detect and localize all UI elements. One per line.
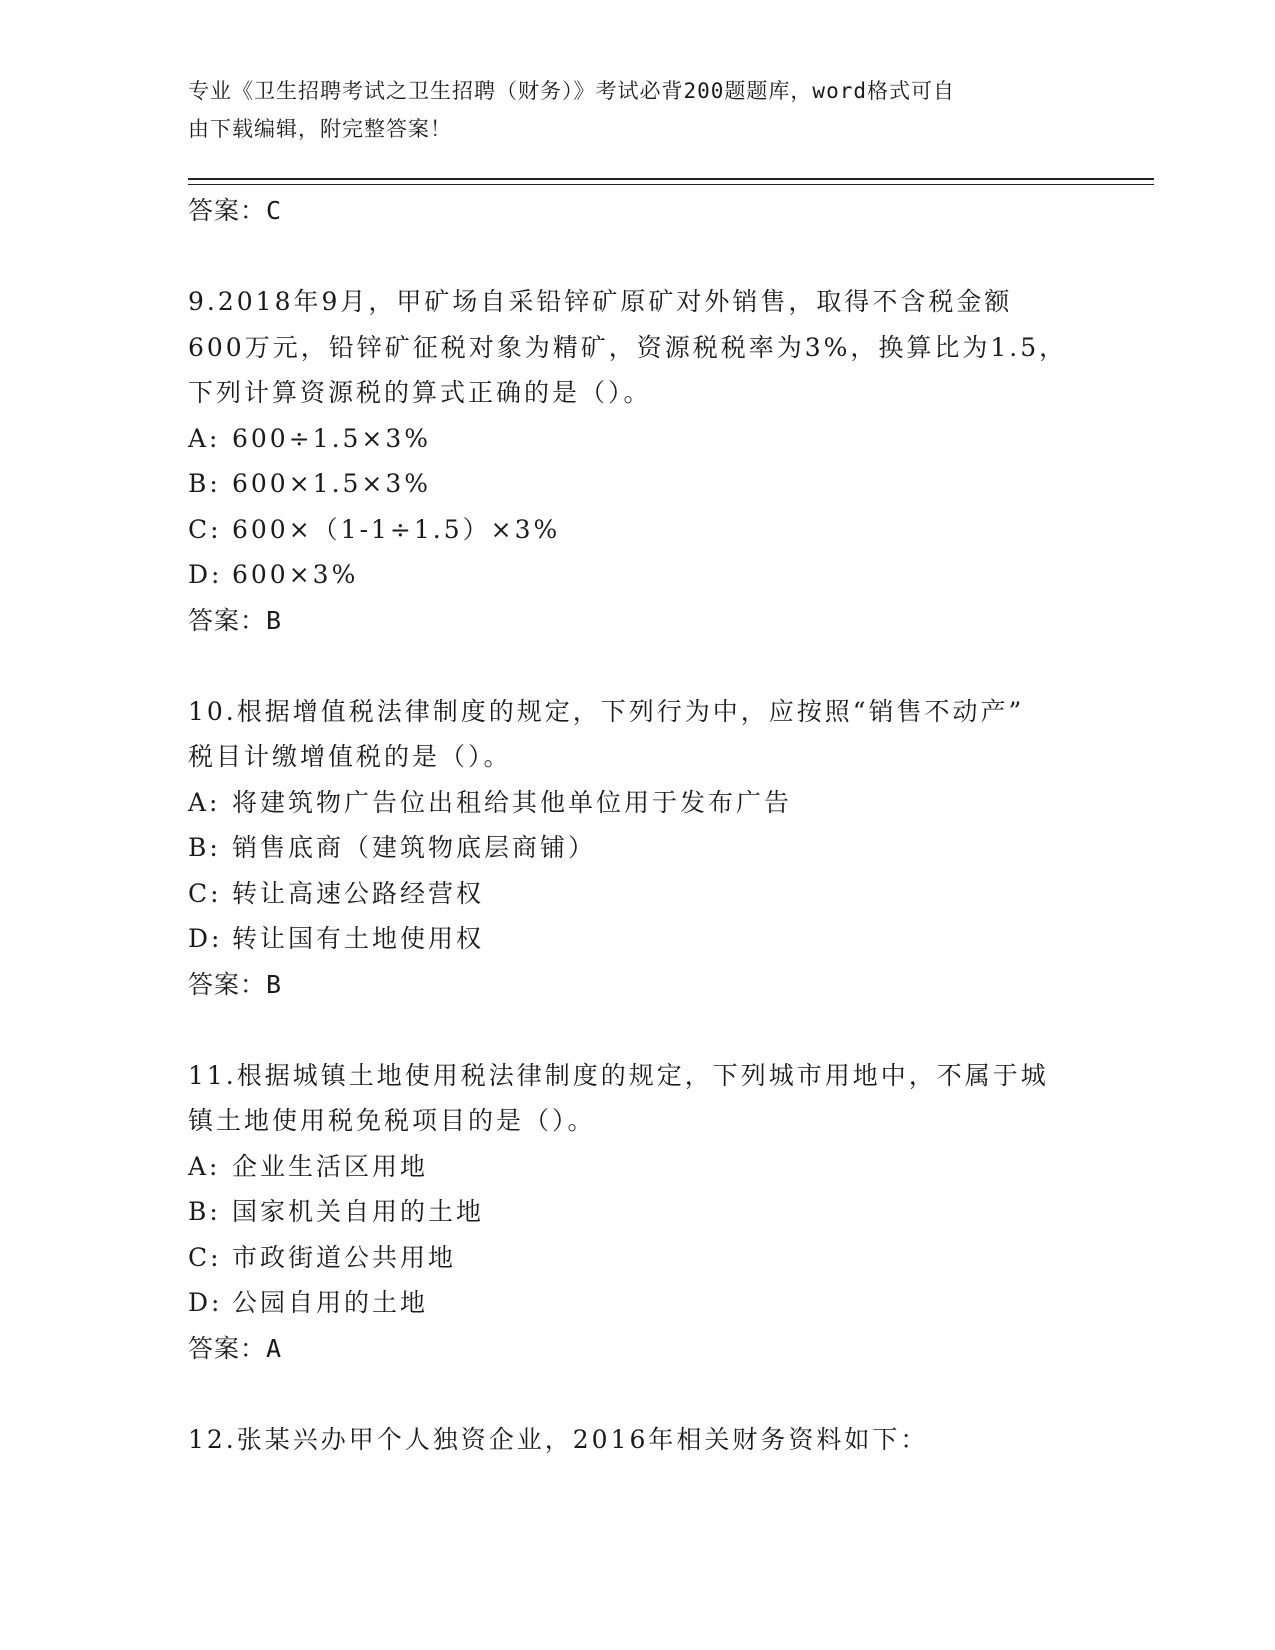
- header-divider-thin: [188, 184, 1154, 185]
- header-divider-thick: [188, 178, 1154, 180]
- question-line: 镇土地使用税免税项目的是（）。: [188, 1106, 596, 1135]
- question-line: 下列计算资源税的算式正确的是（）。: [188, 378, 652, 407]
- option-text: 转让国有土地使用权: [232, 924, 485, 953]
- question-stem: [188, 1053, 1088, 1144]
- option-text: 转让高速公路经营权: [232, 878, 485, 908]
- option-b: [188, 825, 1088, 871]
- option-letter: B:: [188, 469, 221, 498]
- question-list: [188, 188, 1088, 1462]
- question-answer: 答案：A: [188, 1333, 283, 1363]
- question-12: [188, 1417, 1088, 1463]
- option-b: [188, 1189, 1088, 1235]
- question-stem: [188, 1417, 1088, 1463]
- option-letter: D:: [188, 924, 223, 953]
- question-line: 600万元，铅锌矿征税对象为精矿，资源税税率为3%，换算比为1.5，: [188, 332, 1068, 362]
- option-c: [188, 507, 1088, 553]
- header-line-1: 专业《卫生招聘考试之卫生招聘（财务）》考试必背200题题库，word格式可自: [188, 79, 955, 103]
- option-b: [188, 461, 1088, 507]
- question-answer: 答案：B: [188, 605, 283, 635]
- option-c: [188, 871, 1088, 917]
- option-text: 将建筑物广告位出租给其他单位用于发布广告: [232, 787, 793, 817]
- option-letter: A:: [188, 1151, 221, 1181]
- question-answer: 答案：B: [188, 969, 283, 999]
- option-letter: C:: [188, 1242, 222, 1272]
- previous-answer: 答案：C: [188, 196, 283, 225]
- option-letter: D:: [188, 560, 223, 589]
- option-text: 600÷1.5×3%: [232, 423, 432, 453]
- question-line: 12.张某兴办甲个人独资企业，2016年相关财务资料如下：: [188, 1424, 929, 1454]
- question-line: 9.2018年9月，甲矿场自采铅锌矿原矿对外销售，取得不含税金额: [188, 287, 1013, 316]
- option-text: 市政街道公共用地: [232, 1242, 457, 1272]
- option-c: [188, 1235, 1088, 1281]
- option-text: 600×1.5×3%: [232, 469, 432, 498]
- question-9: [188, 279, 1088, 644]
- question-stem: [188, 279, 1088, 416]
- question-line: 税目计缴增值税的是（）。: [188, 742, 512, 771]
- option-text: 600×3%: [232, 560, 359, 589]
- question-line: 10.根据增值税法律制度的规定，下列行为中，应按照“销售不动产”: [188, 696, 1025, 726]
- question-11: [188, 1053, 1088, 1372]
- option-text: 企业生活区用地: [232, 1151, 429, 1181]
- spacer: [188, 644, 1088, 689]
- option-a: [188, 416, 1088, 462]
- spacer: [188, 1008, 1088, 1053]
- spacer: [188, 1372, 1088, 1417]
- option-letter: D:: [188, 1288, 223, 1317]
- option-letter: B:: [188, 1197, 221, 1226]
- option-text: 销售底商（建筑物底层商铺）: [232, 833, 597, 862]
- option-text: 600×（1-1÷1.5）×3%: [232, 514, 561, 544]
- option-letter: B:: [188, 833, 221, 862]
- option-text: 国家机关自用的土地: [232, 1197, 485, 1226]
- spacer: [188, 234, 1088, 279]
- question-stem: [188, 689, 1088, 780]
- option-text: 公园自用的土地: [232, 1288, 429, 1317]
- question-line: 11.根据城镇土地使用税法律制度的规定，下列城市用地中，不属于城: [188, 1060, 1049, 1090]
- option-letter: A:: [188, 423, 221, 453]
- option-letter: C:: [188, 514, 222, 544]
- question-10: [188, 689, 1088, 1008]
- option-d: [188, 916, 1088, 962]
- option-d: [188, 552, 1088, 598]
- option-a: [188, 780, 1088, 826]
- option-letter: A:: [188, 787, 221, 817]
- document-header: [188, 72, 1068, 148]
- option-letter: C:: [188, 878, 222, 908]
- option-d: [188, 1280, 1088, 1326]
- header-line-2: 由下载编辑，附完整答案！: [188, 117, 452, 141]
- option-a: [188, 1144, 1088, 1190]
